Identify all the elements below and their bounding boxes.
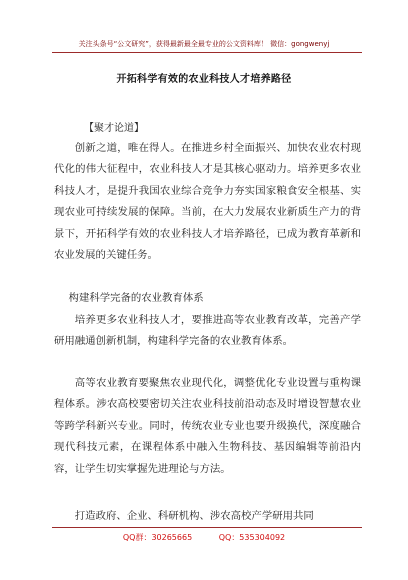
qq-number: QQ：535304092 xyxy=(218,533,286,542)
paragraph: 培养更多农业科技人才，要推进高等农业教育改革，完善产学研用融通创新机制，构建科学完备的农业教育体系。 xyxy=(54,314,361,348)
footer-contact xyxy=(0,529,408,547)
qq-group-number: QQ群：30265665 xyxy=(122,533,193,542)
paragraph: 高等农业教育要聚焦农业现代化，调整优化专业设置与重构课程体系。涉农高校要密切关注农业科技前沿动态及时增设智慧农业等跨学科新兴专业。同时，传统农业专业也要升级换代，深度融合现代科技元素，在课程体系中融入生物科技、基因编辑等前沿内容，让学生切实掌握先进理论与方法。 xyxy=(54,377,361,475)
paragraph: 打造政府、企业、科研机构、涉农高校产学研用共同 xyxy=(74,510,314,522)
document-title: 开拓科学有效的农业科技人才培养路径 xyxy=(116,74,292,85)
header-divider xyxy=(52,52,362,53)
footer-divider xyxy=(52,527,362,528)
subheading: 构建科学完备的农业教育体系 xyxy=(68,292,204,304)
header-notice: 关注头条号“公文研究”，获得最新最全最专业的公文资料库！ 微信：gongwenyj xyxy=(78,40,330,48)
section-heading: 【聚才论道】 xyxy=(84,123,144,134)
paragraph: 创新之道，唯在得人。在推进乡村全面振兴、加快农业农村现代化的伟大征程中，农业科技人才是其核心驱动力。培养更多农业科技人才，是提升我国农业综合竞争力夯实国家粮食安全根基、实现农业可持续发展的保障。当前，在大力发展农业新质生产力的背景下，开拓科学有效的农业科技人才培养路径，已成为教育革新和农业发展的关键任务。 xyxy=(54,142,361,262)
